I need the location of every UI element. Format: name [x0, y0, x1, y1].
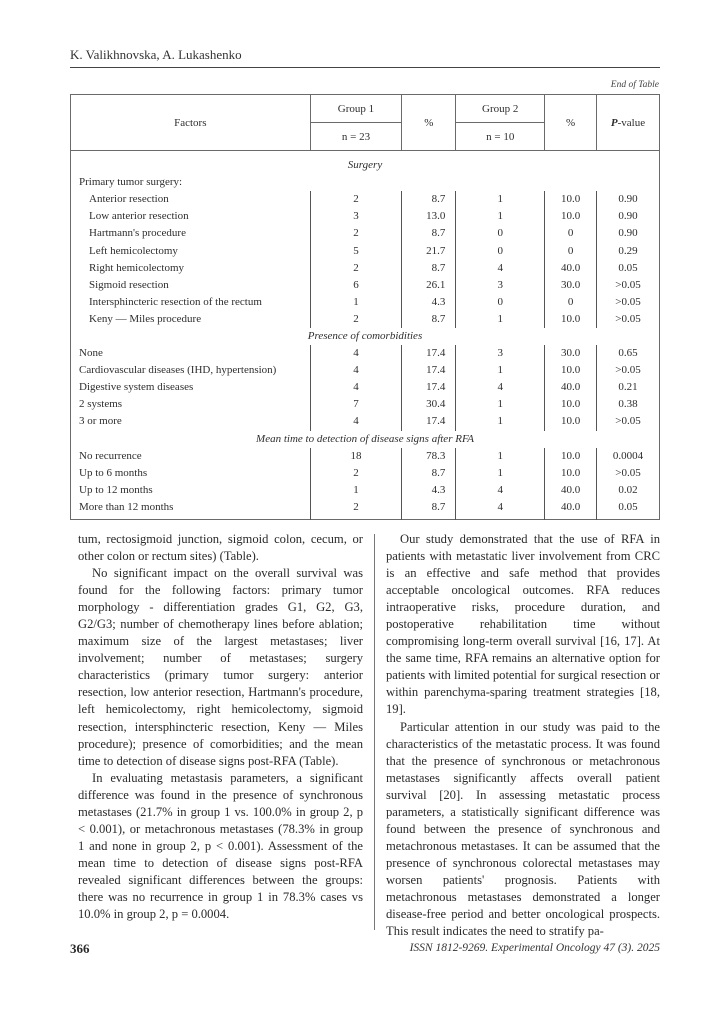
group2-count: 1: [456, 362, 545, 379]
group1-percent: 4.3: [402, 482, 456, 499]
section-row: [71, 431, 660, 448]
group1-count: 2: [310, 499, 402, 520]
factor-cell: Keny — Miles procedure: [89, 312, 202, 325]
group2-count: 0: [456, 242, 545, 259]
paragraph: tum, rectosigmoid junction, sigmoid colon, cecum, or other colon or rectum sites) (Table).: [78, 532, 363, 564]
table-row: [71, 482, 660, 499]
table-row: [71, 396, 660, 413]
header-rule: [70, 67, 660, 68]
group2-percent: 10.0: [545, 465, 597, 482]
factor-cell: Cardiovascular diseases (IHD, hypertension): [79, 364, 277, 377]
group1-count: 3: [310, 208, 402, 225]
table-row: [71, 294, 660, 311]
p-value: >0.05: [597, 311, 660, 328]
group1-count: 4: [310, 362, 402, 379]
group2-count: 4: [456, 499, 545, 520]
group1-percent: 8.7: [402, 225, 456, 242]
group2-percent: 40.0: [545, 499, 597, 520]
group1-percent: 8.7: [402, 191, 456, 208]
group2-percent: 10.0: [545, 362, 597, 379]
factor-cell: None: [79, 347, 103, 360]
group1-percent: 26.1: [402, 277, 456, 294]
header-factors: Factors: [71, 95, 311, 151]
header-pct2: %: [545, 95, 597, 151]
factor-cell: Intersphincteric resection of the rectum: [89, 295, 262, 308]
group2-percent: 10.0: [545, 311, 597, 328]
group2-count: 4: [456, 260, 545, 277]
group1-percent: 8.7: [402, 499, 456, 520]
group1-percent: 17.4: [402, 413, 456, 430]
table-row: [71, 260, 660, 277]
p-value: >0.05: [597, 277, 660, 294]
group2-percent: 0: [545, 225, 597, 242]
p-value: 0.21: [597, 379, 660, 396]
factor-cell: Up to 6 months: [79, 466, 148, 479]
group1-percent: 21.7: [402, 242, 456, 259]
column-divider: [374, 534, 375, 930]
paragraph: Particular attention in our study was paid to the characteristics of the metastatic process. It was found that the presence of synchronous or metachronous metastases significantly affects overall patient survival [20]. In assessing metastatic process parameters, a statistically significant difference was found between the presence of synchronous and metachronous metastases. It can be assumed that the presence of synchronous colorectal metastases may worsen patients' prognosis. Patients with metachronous metastases demonstrated a longer disease-free period and better oncological prospects. This result indicates the need to stratify pa-: [386, 719, 660, 939]
group2-count: 4: [456, 482, 545, 499]
p-value: 0.02: [597, 482, 660, 499]
table-row: [71, 225, 660, 242]
group1-count: 4: [310, 413, 402, 430]
page-number: 366: [70, 941, 90, 956]
group1-percent: 30.4: [402, 396, 456, 413]
group2-percent: 10.0: [545, 413, 597, 430]
group2-count: 0: [456, 225, 545, 242]
group2-count: 1: [456, 191, 545, 208]
table-row: [71, 465, 660, 482]
group2-percent: 10.0: [545, 208, 597, 225]
section-title: Presence of comorbidities: [307, 329, 423, 342]
header-p-value: P-value: [597, 95, 660, 151]
header-pct1: %: [402, 95, 456, 151]
journal-citation: ISSN 1812-9269. Experimental Oncology 47 (3). 2025: [409, 942, 660, 954]
p-value: 0.38: [597, 396, 660, 413]
group2-count: 0: [456, 294, 545, 311]
group1-count: 4: [310, 345, 402, 362]
table-row: [71, 413, 660, 430]
group2-count: 1: [456, 396, 545, 413]
group2-count: 1: [456, 448, 545, 465]
factor-cell: Up to 12 months: [79, 483, 153, 496]
group1-count: 1: [310, 294, 402, 311]
factor-cell: Low anterior resection: [89, 210, 189, 223]
paragraph: No significant impact on the overall survival was found for the following factors: primary tumor morphology - differentiation grades G1, G2, G3, G2/G3; number of chemotherapy lines before ablation; maximum size of the largest metastases; liver involvement; number of metastases; surgery characteristics (primary tumor surgery: anterior resection, low anterior resection, Hartmann's procedure, left hemicolectomy, right hemicolectomy, sigmoid resection, intersphincteric resection, Keny — Miles procedure); presence of comorbidities; and the mean time to detection of disease signs post-RFA (Table).: [78, 566, 363, 768]
header-group2-n: n = 10: [456, 123, 545, 151]
p-value: 0.90: [597, 208, 660, 225]
group1-percent: 17.4: [402, 379, 456, 396]
paragraph: Our study demonstrated that the use of RFA in patients with metastatic liver involvement from CRC is an effective and safe method that provides acceptable oncological outcomes. RFA reduces intraoperative risks, procedure duration, and postoperative rehabilitation time without compromising long-term overall survival [16, 17]. At the same time, RFA remains an alternative option for patients with limited potential for surgical resection or within parenchyma-sparing treatment strategies [18, 19].: [386, 532, 660, 717]
factor-cell: Right hemicolectomy: [89, 261, 185, 274]
p-value: 0.0004: [597, 448, 660, 465]
group1-count: 2: [310, 225, 402, 242]
paragraph: In evaluating metastasis parameters, a significant difference was found in the presence of synchronous metastases (21.7% in group 1 vs. 100.0% in group 2, p < 0.001), or metachronous metastases (78.3% in group 1 and none in group 2, p < 0.001). Assessment of the mean time to detection of disease signs post-RFA revealed significant differences between the groups: there was no recurrence in group 1 in 78.3% cases vs 10.0% in group 2, p = 0.0004.: [78, 770, 363, 922]
empty-cell: [545, 174, 597, 191]
group2-percent: 10.0: [545, 448, 597, 465]
section-title: Surgery: [347, 159, 383, 172]
factor-cell: Anterior resection: [89, 193, 169, 206]
group2-percent: 10.0: [545, 396, 597, 413]
group1-count: 2: [310, 311, 402, 328]
factor-cell: Hartmann's procedure: [89, 227, 186, 240]
factor-cell: More than 12 months: [79, 500, 174, 513]
subheading-row: [71, 174, 660, 191]
factor-cell: Sigmoid resection: [89, 278, 169, 291]
group1-count: 7: [310, 396, 402, 413]
empty-cell: [402, 174, 456, 191]
table-row: [71, 277, 660, 294]
body-column-right: [386, 531, 660, 940]
p-value: 0.65: [597, 345, 660, 362]
table-row: [71, 499, 660, 520]
group1-percent: 4.3: [402, 294, 456, 311]
group1-count: 2: [310, 260, 402, 277]
table-caption: End of Table: [610, 80, 659, 90]
empty-cell: [456, 174, 545, 191]
group2-count: 1: [456, 465, 545, 482]
group1-percent: 13.0: [402, 208, 456, 225]
header-group1: Group 1: [310, 95, 402, 123]
p-value: >0.05: [597, 413, 660, 430]
factor-cell: No recurrence: [79, 449, 142, 462]
group2-percent: 10.0: [545, 191, 597, 208]
group1-count: 18: [310, 448, 402, 465]
group2-count: 1: [456, 208, 545, 225]
group1-percent: 17.4: [402, 345, 456, 362]
p-value: 0.05: [597, 499, 660, 520]
table-row: [71, 208, 660, 225]
p-value: 0.90: [597, 191, 660, 208]
p-value: 0.29: [597, 242, 660, 259]
group2-count: 3: [456, 345, 545, 362]
header-group2: Group 2: [456, 95, 545, 123]
group2-percent: 40.0: [545, 379, 597, 396]
table-row: [71, 448, 660, 465]
p-value: >0.05: [597, 294, 660, 311]
subheading: Primary tumor surgery:: [79, 176, 183, 189]
group1-count: 4: [310, 379, 402, 396]
group2-count: 4: [456, 379, 545, 396]
group1-count: 2: [310, 191, 402, 208]
results-table: [70, 94, 660, 520]
running-head-authors: K. Valikhnovska, A. Lukashenko: [70, 47, 242, 62]
group2-percent: 40.0: [545, 260, 597, 277]
p-value: >0.05: [597, 465, 660, 482]
table-row: [71, 362, 660, 379]
factor-cell: Left hemicolectomy: [89, 244, 178, 257]
group2-percent: 40.0: [545, 482, 597, 499]
group1-percent: 8.7: [402, 465, 456, 482]
section-row: [71, 328, 660, 345]
group1-percent: 8.7: [402, 260, 456, 277]
group1-percent: 8.7: [402, 311, 456, 328]
table-row: [71, 191, 660, 208]
factor-cell: Digestive system diseases: [79, 381, 194, 394]
empty-cell: [310, 174, 402, 191]
group2-percent: 0: [545, 242, 597, 259]
body-column-left: [78, 531, 363, 923]
group1-count: 1: [310, 482, 402, 499]
group2-count: 3: [456, 277, 545, 294]
table-row: [71, 345, 660, 362]
table-row: [71, 242, 660, 259]
table-row: [71, 311, 660, 328]
section-row: [71, 157, 660, 174]
group2-percent: 30.0: [545, 277, 597, 294]
group1-percent: 78.3: [402, 448, 456, 465]
section-title: Mean time to detection of disease signs after RFA: [256, 432, 474, 445]
factor-cell: 2 systems: [79, 398, 123, 411]
group2-percent: 0: [545, 294, 597, 311]
table-row: [71, 379, 660, 396]
group2-count: 1: [456, 311, 545, 328]
p-value: >0.05: [597, 362, 660, 379]
group1-count: 5: [310, 242, 402, 259]
group2-count: 1: [456, 413, 545, 430]
header-group1-n: n = 23: [310, 123, 402, 151]
factor-cell: 3 or more: [79, 415, 122, 428]
group1-count: 2: [310, 465, 402, 482]
group1-percent: 17.4: [402, 362, 456, 379]
group1-count: 6: [310, 277, 402, 294]
group2-percent: 30.0: [545, 345, 597, 362]
table-body: [71, 151, 660, 520]
empty-cell: [597, 174, 660, 191]
p-value: 0.05: [597, 260, 660, 277]
p-value: 0.90: [597, 225, 660, 242]
